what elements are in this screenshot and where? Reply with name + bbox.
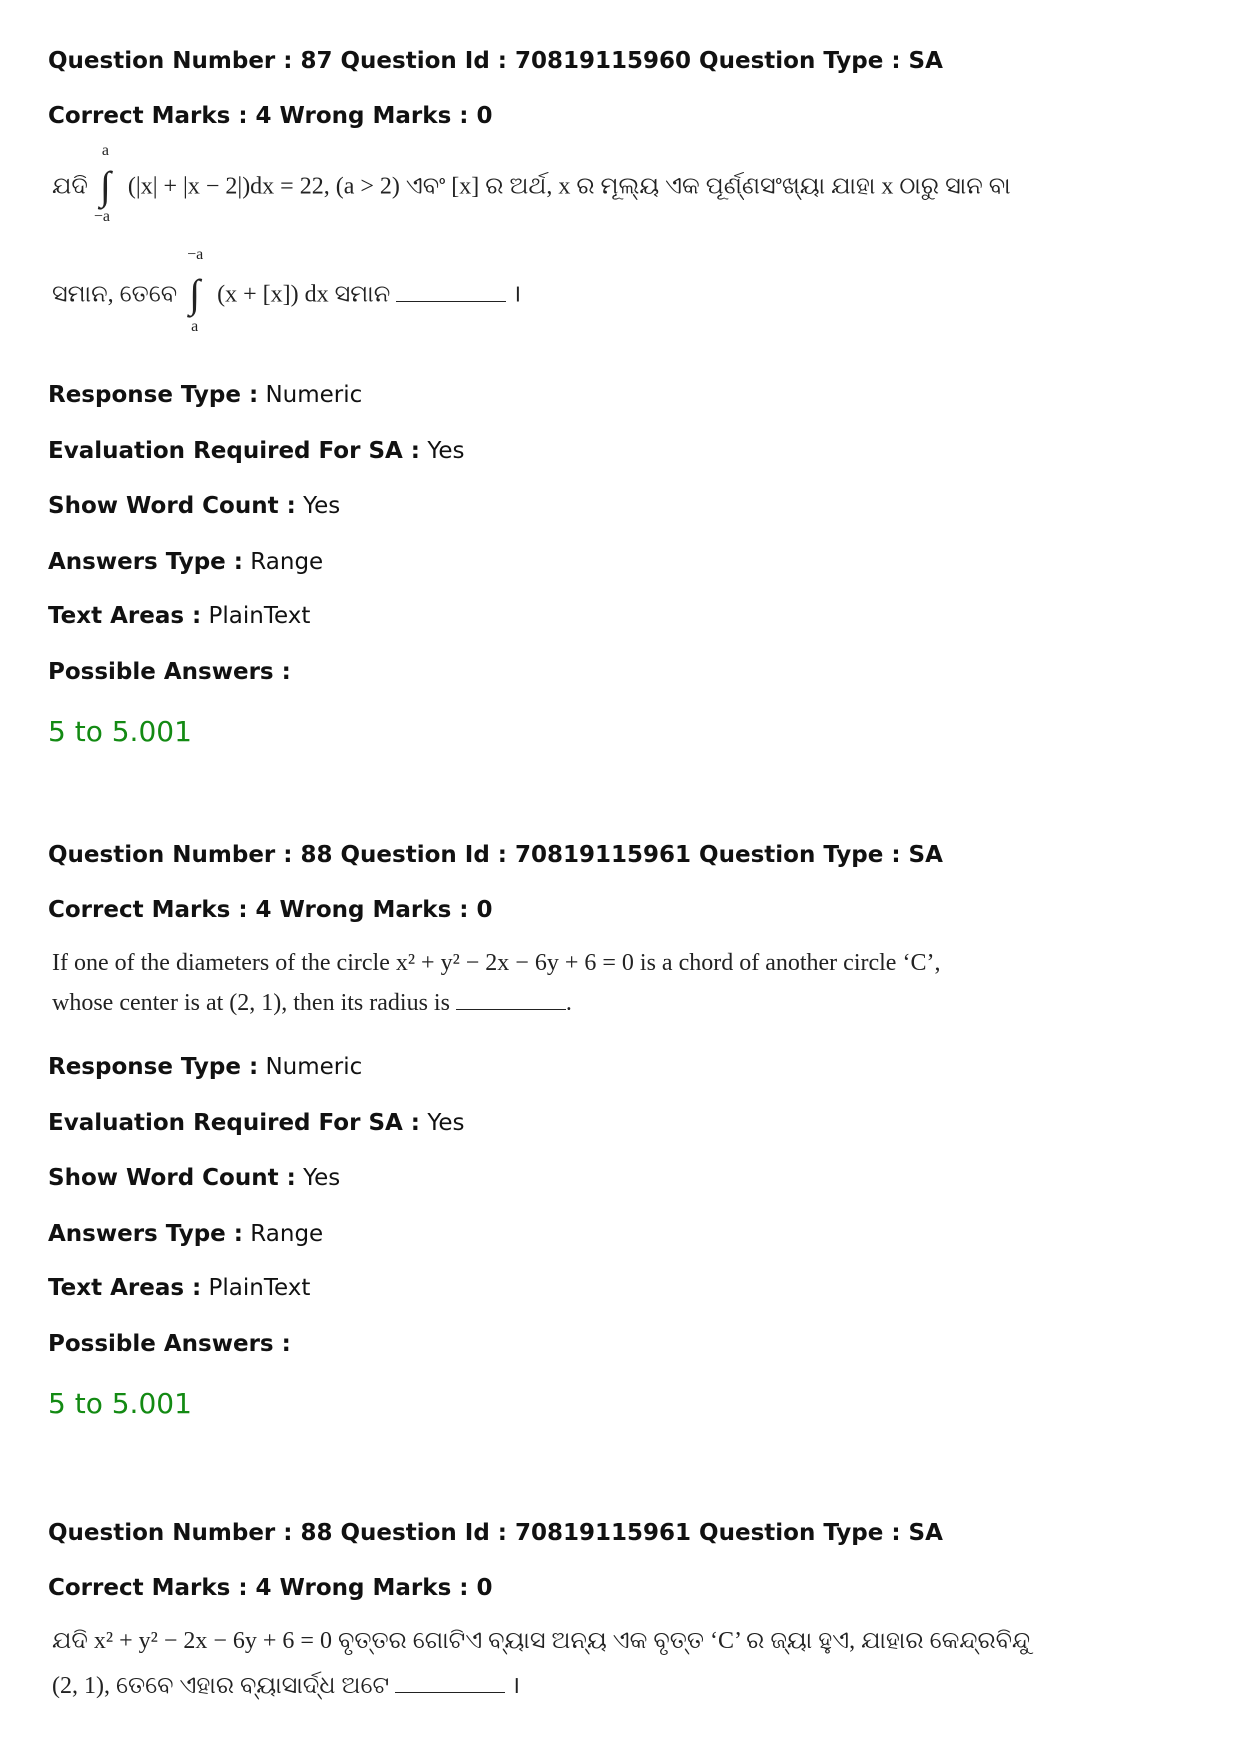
possible-answers-label: Possible Answers : [48, 659, 291, 685]
text-areas-field: Text Areas : PlainText [48, 603, 311, 629]
response-type-field: Response Type : Numeric [48, 1054, 363, 1080]
answers-type-field: Answers Type : Range [48, 549, 324, 575]
marks-line: Correct Marks : 4 Wrong Marks : 0 [48, 103, 493, 129]
question-line: ଯଦି x² + y² − 2x − 6y + 6 = 0 ବୃତ୍ତର ଗୋଟିଏ ବ୍ୟାସ ଅନ୍ୟ ଏକ ବୃତ୍ତ ‘C’ ର ଜ୍ୟା ହୁଏ, ଯାହାର କେନ୍ଦ୍ରବିନ୍ଦୁ [52, 1628, 1031, 1654]
upper-limit: −a [187, 246, 204, 263]
integral-sign: a ∫ −a [93, 142, 111, 225]
integral-sign: −a ∫ a [187, 246, 204, 335]
possible-answer: 5 to 5.001 [48, 1387, 192, 1420]
show-word-count-field: Show Word Count : Yes [48, 493, 341, 519]
evaluation-required-field: Evaluation Required For SA : Yes [48, 438, 465, 464]
answer-blank [396, 301, 506, 302]
answers-type-field: Answers Type : Range [48, 1221, 324, 1247]
lower-limit: −a [93, 208, 111, 225]
question-text [52, 1628, 1031, 1718]
question-prefix: ସମାନ, ତେବେ [52, 281, 178, 308]
marks-line: Correct Marks : 4 Wrong Marks : 0 [48, 897, 493, 923]
evaluation-required-field: Evaluation Required For SA : Yes [48, 1110, 465, 1136]
upper-limit: a [101, 142, 110, 159]
question-header: Question Number : 87 Question Id : 70819115960 Question Type : SA [48, 48, 943, 74]
possible-answer: 5 to 5.001 [48, 715, 192, 748]
question-prefix: ଯଦି [52, 173, 88, 200]
show-word-count-field: Show Word Count : Yes [48, 1165, 341, 1191]
question-text [52, 142, 1011, 348]
question-header: Question Number : 88 Question Id : 70819115961 Question Type : SA [48, 842, 943, 868]
question-line: If one of the diameters of the circle x² + y² − 2x − 6y + 6 = 0 is a chord of another circle ‘C’, [52, 950, 941, 976]
possible-answers-label: Possible Answers : [48, 1331, 291, 1357]
question-text [52, 950, 952, 1030]
question-expression: (x + [x]) dx ସମାନ [217, 281, 391, 308]
answer-blank [395, 1692, 505, 1693]
text-areas-field: Text Areas : PlainText [48, 1275, 311, 1301]
lower-limit: a [191, 318, 199, 335]
question-header: Question Number : 88 Question Id : 70819115961 Question Type : SA [48, 1520, 943, 1546]
question-line [52, 246, 522, 335]
question-line [52, 142, 1011, 225]
question-expression: (|x| + |x − 2|)dx = 22, (a > 2) ଏବଂ [x] ର ଅର୍ଥ, x ର ମୂଲ୍ୟ ଏକ ପୂର୍ଣ୍ଣସଂଖ୍ୟା ଯାହା x ଠାରୁ ସାନ ବା [127, 173, 1011, 200]
question-end: । [512, 281, 522, 308]
answer-blank [456, 1009, 566, 1010]
response-type-field: Response Type : Numeric [48, 382, 363, 408]
question-line: (2, 1), ତେବେ ଏହାର ବ୍ୟାସାର୍ଦ୍ଧ ଅଟେ । [52, 1673, 521, 1699]
marks-line: Correct Marks : 4 Wrong Marks : 0 [48, 1575, 493, 1601]
question-line: whose center is at (2, 1), then its radius is . [52, 990, 572, 1016]
